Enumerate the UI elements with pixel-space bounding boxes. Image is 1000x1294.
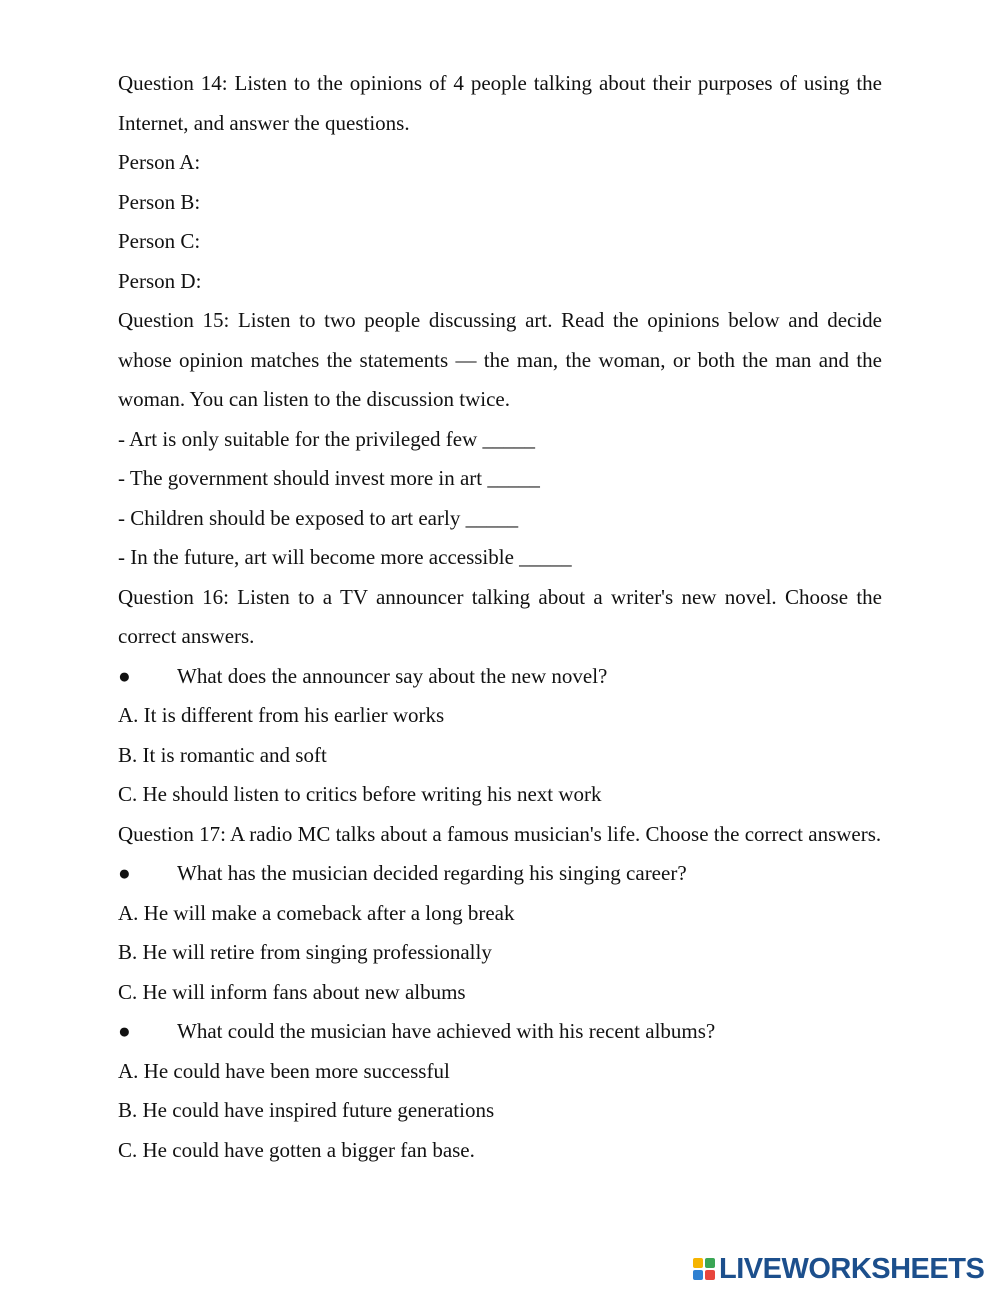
q15-statement: - The government should invest more in art _____ bbox=[118, 466, 540, 490]
q15-statement: - In the future, art will become more accessible _____ bbox=[118, 545, 572, 569]
q14-person-b: Person B: bbox=[118, 189, 201, 214]
q17-q2-option-b: B. He could have inspired future generations bbox=[118, 1098, 495, 1122]
q17-question-2-text: What could the musician have achieved with his recent albums? bbox=[177, 1019, 716, 1043]
q17-q1-option-a: A. He will make a comeback after a long break bbox=[118, 900, 515, 925]
q15-statement: - Art is only suitable for the privileged few _____ bbox=[118, 426, 535, 451]
logo-square bbox=[693, 1270, 703, 1280]
bullet-icon: ● bbox=[118, 861, 131, 885]
q17-q2-option-c: C. He could have gotten a bigger fan base. bbox=[118, 1137, 475, 1162]
q17-question-1-text: What has the musician decided regarding his singing career? bbox=[177, 861, 687, 885]
q16-option-c: C. He should listen to critics before writing his next work bbox=[118, 782, 602, 806]
q16-question-text: What does the announcer say about the new novel? bbox=[177, 663, 608, 688]
bullet-icon: ● bbox=[118, 663, 131, 688]
logo-mark-icon bbox=[693, 1258, 715, 1280]
liveworksheets-logo bbox=[693, 1252, 984, 1286]
q17-question-2 bbox=[118, 1012, 882, 1052]
logo-square bbox=[705, 1258, 715, 1268]
q14-person-a: Person A: bbox=[118, 150, 201, 174]
q14-heading: Question 14: Listen to the opinions of 4 people talking about their purposes of using the Internet, and answer the questions. bbox=[118, 71, 882, 135]
q16-option-a: A. It is different from his earlier works bbox=[118, 703, 445, 727]
worksheet-page bbox=[118, 64, 882, 1170]
q16-question bbox=[118, 657, 882, 697]
q17-question-1 bbox=[118, 854, 882, 894]
bullet-icon: ● bbox=[118, 1019, 131, 1043]
q17-q1-option-c: C. He will inform fans about new albums bbox=[118, 979, 466, 1004]
logo-text: LIVEWORKSHEETS bbox=[719, 1253, 985, 1285]
q16-option-b: B. It is romantic and soft bbox=[118, 742, 327, 767]
q15-heading: Question 15: Listen to two people discussing art. Read the opinions below and decide whose opinion matches the statements — the man, the woman, or both the man and the woman. You can listen to the discussion twice. bbox=[118, 308, 882, 411]
logo-square bbox=[705, 1270, 715, 1280]
q15-statement: - Children should be exposed to art early _____ bbox=[118, 505, 519, 530]
q17-q1-option-b: B. He will retire from singing professionally bbox=[118, 940, 492, 964]
q17-heading: Question 17: A radio MC talks about a famous musician's life. Choose the correct answers. bbox=[118, 821, 882, 846]
q17-q2-option-a: A. He could have been more successful bbox=[118, 1058, 450, 1083]
q14-person-c: Person C: bbox=[118, 229, 201, 253]
q16-heading: Question 16: Listen to a TV announcer talking about a writer's new novel. Choose the correct answers. bbox=[118, 584, 882, 648]
logo-square bbox=[693, 1258, 703, 1268]
q14-person-d: Person D: bbox=[118, 268, 202, 293]
